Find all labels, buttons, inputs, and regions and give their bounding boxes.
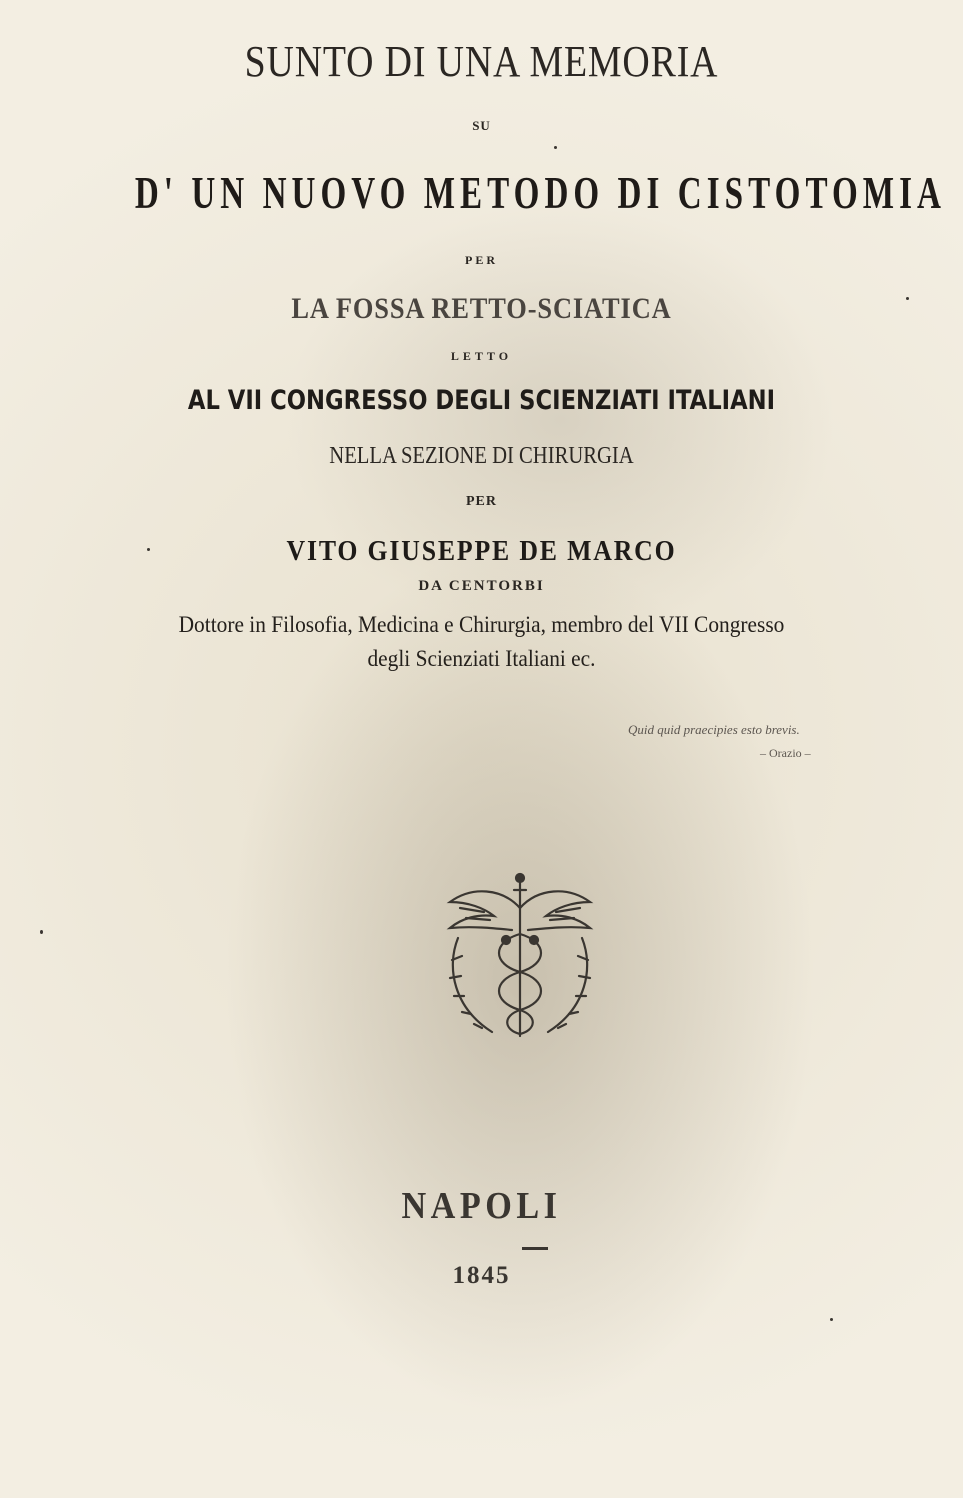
publication-year: 1845 bbox=[452, 1262, 511, 1289]
author-name: VITO GIUSEPPE DE MARCO bbox=[286, 536, 677, 567]
connector-su: SU bbox=[472, 118, 491, 133]
epigraph-quote: Quid quid praecipies esto brevis. bbox=[628, 722, 800, 737]
ink-speck bbox=[147, 548, 150, 551]
connector-letto: LETTO bbox=[450, 349, 513, 363]
credentials-line-2: degli Scienziati Italiani ec. bbox=[367, 646, 596, 671]
title-line-1: SUNTO DI UNA MEMORIA bbox=[244, 37, 719, 86]
subtitle: LA FOSSA RETTO-SCIATICA bbox=[291, 292, 672, 325]
section-line: NELLA SEZIONE DI CHIRURGIA bbox=[329, 443, 634, 469]
epigraph-attribution: – Orazio – bbox=[760, 746, 811, 760]
connector-per-1: PER bbox=[465, 253, 498, 267]
congress-line: AL VII CONGRESSO DEGLI SCIENZIATI ITALIANI bbox=[187, 385, 776, 416]
credentials-line-1: Dottore in Filosofia, Medicina e Chirurgia, membro del VII Congresso bbox=[178, 612, 785, 637]
author-origin: DA CENTORBI bbox=[418, 578, 545, 594]
divider bbox=[522, 1247, 548, 1250]
connector-per-2: PER bbox=[466, 494, 497, 509]
ink-speck bbox=[830, 1318, 833, 1321]
ink-speck bbox=[554, 146, 557, 149]
caduceus-emblem-icon bbox=[432, 868, 608, 1048]
ink-speck bbox=[906, 297, 909, 300]
title-line-2: D' UN NUOVO METODO DI CISTOTOMIA bbox=[134, 167, 946, 218]
publication-place: NAPOLI bbox=[401, 1185, 562, 1227]
ink-speck bbox=[40, 930, 43, 934]
